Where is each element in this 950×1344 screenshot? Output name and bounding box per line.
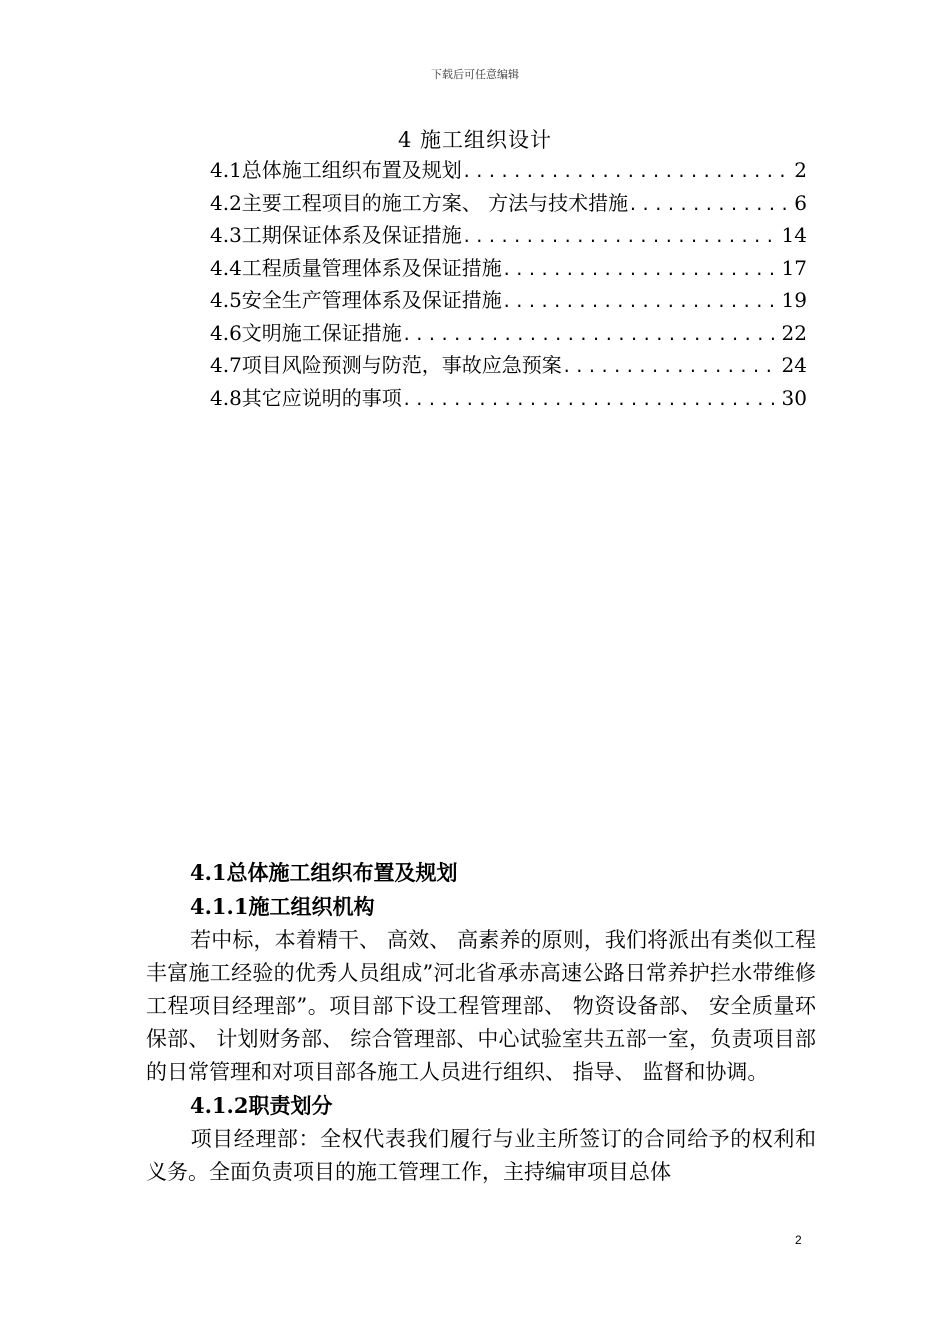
toc-entry-page: 2 [794, 158, 807, 182]
toc-leader-dots [502, 260, 780, 279]
paragraph-text: 若中标，本着精干、 高效、 高素养的原则，我们将派出有类似工程丰富施工经验的优秀人员组成”河北省承赤高速公路日常养护拦水带维修工程项目经理部”。项目部下设工程管理部、 物资设备部、 安全质量环保部、 计划财务部、 综合管理部、中心试验室共五部一室，负责项目部的日常管理和对项目部各施工人员进行组织、 指导、 监督和协调。 [146, 928, 816, 1084]
body-paragraph [146, 924, 816, 1089]
toc-entry[interactable] [210, 187, 807, 220]
paragraph-text: 项目经理部：全权代表我们履行与业主所签订的合同给予的权利和义务。全面负责项目的施工管理工作，主持编审项目总体 [146, 1127, 816, 1184]
page-number: 2 [795, 1233, 802, 1247]
toc-entry-label: 4.5安全生产管理体系及保证措施 [210, 288, 502, 312]
toc-entry-page: 30 [781, 385, 807, 410]
toc-entry[interactable] [210, 382, 807, 415]
header-note: 下载后可任意编辑 [431, 68, 519, 81]
toc-entry-page: 19 [781, 288, 807, 312]
section-heading: 4.1总体施工组织布置及规划 [190, 860, 458, 885]
body-section [146, 856, 816, 1189]
toc-leader-dots [402, 390, 780, 409]
subsection-heading: 4.1.1施工组织机构 [190, 894, 375, 919]
toc-leader-dots [628, 195, 792, 214]
toc-entry-label: 4.8其它应说明的事项 [210, 385, 402, 410]
toc-entry[interactable] [210, 317, 807, 350]
table-of-contents [210, 154, 807, 414]
toc-entry-page: 24 [781, 353, 807, 377]
toc-entry[interactable] [210, 284, 807, 317]
toc-leader-dots [562, 357, 780, 376]
toc-entry-label: 4.1总体施工组织布置及规划 [210, 158, 462, 182]
toc-leader-dots [502, 292, 780, 311]
toc-entry-page: 6 [794, 190, 807, 215]
toc-entry[interactable] [210, 219, 807, 252]
toc-entry-label: 4.3工期保证体系及保证措施 [210, 223, 462, 247]
toc-entry[interactable] [210, 252, 807, 285]
toc-title: 4 施工组织设计 [397, 128, 553, 152]
toc-entry-label: 4.7项目风险预测与防范，事故应急预案 [210, 353, 562, 377]
toc-entry[interactable] [210, 154, 807, 187]
toc-entry-page: 14 [781, 223, 807, 247]
toc-entry-page: 22 [781, 320, 807, 345]
toc-entry[interactable] [210, 349, 807, 382]
subsection-heading: 4.1.2职责划分 [190, 1093, 333, 1118]
toc-entry-label: 4.2主要工程项目的施工方案、 方法与技术措施 [210, 190, 629, 215]
toc-entry-label: 4.6文明施工保证措施 [210, 320, 402, 345]
toc-leader-dots [462, 162, 792, 181]
toc-leader-dots [402, 325, 780, 344]
body-paragraph [146, 1123, 816, 1189]
toc-entry-page: 17 [781, 255, 807, 280]
toc-leader-dots [462, 227, 780, 246]
toc-entry-label: 4.4工程质量管理体系及保证措施 [210, 255, 502, 280]
